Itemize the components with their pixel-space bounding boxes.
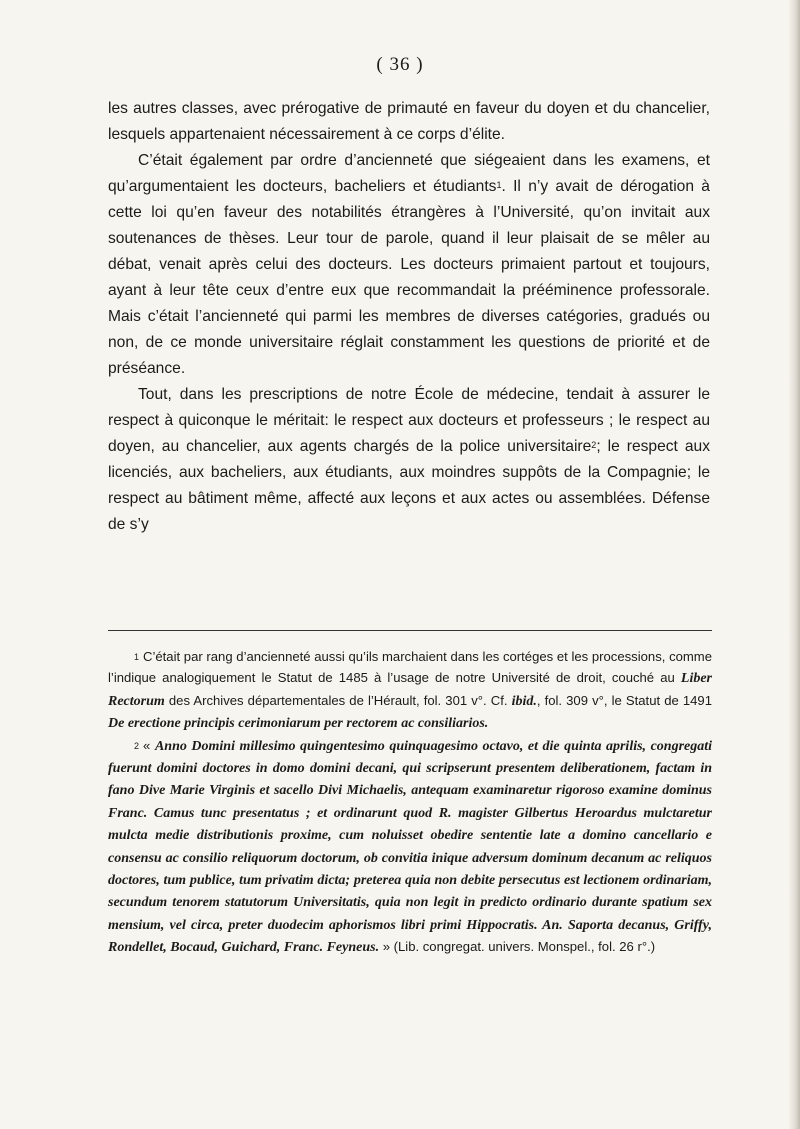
footnote-ref-1: 1 (496, 180, 502, 190)
footnote-2 (108, 735, 712, 959)
paragraph-2-rest: . Il n’y avait de dérogation à cette loi qu’en faveur des notabilités étrangères à l’Université, qu’on invitait aux soutenances de thèses. Leur tour de parole, quand il leur plaisait de se mêler au débat, venait après celui des docteurs. Les docteurs primaient partout et toujours, ayant à leur tête ceux d’entre eux que recommandait la prééminence professorale. Mais c’était l’ancienneté qui parmi les membres de diverses catégories, gradués ou non, de ce monde universitaire réglait constamment les questions de priorité et de préséance. (108, 178, 710, 377)
paragraph-1: les autres classes, avec prérogative de primauté en faveur du doyen et du chancelier, lesquels appartenaient nécessairement à ce corps d’élite. (108, 100, 710, 143)
footnote-divider (108, 630, 712, 631)
footnote-1 (108, 646, 712, 735)
page-number: ( 36 ) (376, 54, 424, 75)
paragraph-2 (108, 148, 710, 382)
footnote-2-source: » (Lib. congregat. univers. Monspel., fol. 26 r°.) (379, 939, 656, 955)
page-edge-shadow (788, 0, 800, 1129)
footnote-2-quote-open: « (143, 737, 155, 753)
paragraph-3-rest: ; le respect aux licenciés, aux bacheliers, aux étudiants, aux moindres suppôts de la Compagnie; le respect au bâtiment même, affecté aux leçons et aux actes ou assemblées. Défense de s’y (108, 438, 711, 533)
footnote-1-ibid: ibid. (511, 693, 537, 709)
main-text (108, 96, 710, 538)
footnotes (108, 646, 712, 959)
footnote-ref-2: 2 (591, 440, 597, 450)
paragraph-3 (108, 382, 710, 538)
footnote-1-text-c: , fol. 309 v°, le Statut de 1491 (536, 692, 712, 708)
footnote-2-latin-quote: Anno Domini millesimo quingentesimo quinquagesimo octavo, et die quinta aprilis, congregati fuerunt domini doctores in domo domini decani, qui scripserunt presentem deliberationem, factam in fano Dive Marie Virginis et sacello Divi Michaelis, antequam examinaretur rigoroso examine dominus Franc. Camus tunc presentatus ; et ordinarunt quod R. magister Gilbertus Heroardus mulctaretur mulcta medie distributionis proxime, cum noluisset obedire sententie late a domino cancellario e consensu ac consilio reliquorum doctorum, ob convitia inique adversum dominum decanum ac reliquos doctores, tum publice, tum privatim dicta; preterea quia non debite persecutus est lectionem ordinariam, secundum tenorem statutorum Universitatis, quia non legit in predicto ordinario durante spatium sex mensium, vel circa, preter duodecim aphorismos libri primi Hippocratis. An. Saporta decanus, Griffy, Rondellet, Bocaud, Guichard, Franc. Feyneus. (108, 738, 713, 956)
footnote-1-text-b: des Archives départementales de l’Hérault, fol. 301 v°. Cf. (164, 692, 512, 708)
footnote-2-number: 2 (134, 740, 140, 751)
footnote-1-title-liber: Liber Rectorum (108, 671, 712, 709)
footnote-1-text-a: C’était par rang d’ancienneté aussi qu’ils marchaient dans les cortéges et les processions, comme l’indique analogiquement le Statut de 1485 à l’usage de notre Université de droit, couché au (108, 649, 712, 686)
footnote-1-title-statute: De erectione principis cerimoniarum per rectorem ac consiliarios. (108, 716, 489, 732)
footnote-1-number: 1 (134, 652, 140, 662)
paragraph-3-start: Tout, dans les prescriptions de notre École de médecine, tendait à assurer le respect à quiconque le méritait: le respect aux docteurs et professeurs ; le respect au doyen, au chancelier, aux agents chargés de la police universitaire (108, 386, 710, 455)
paragraph-2-start: C’était également par ordre d’ancienneté que siégeaient dans les examens, et qu’argumentaient les docteurs, bacheliers et étudiants (108, 152, 710, 195)
